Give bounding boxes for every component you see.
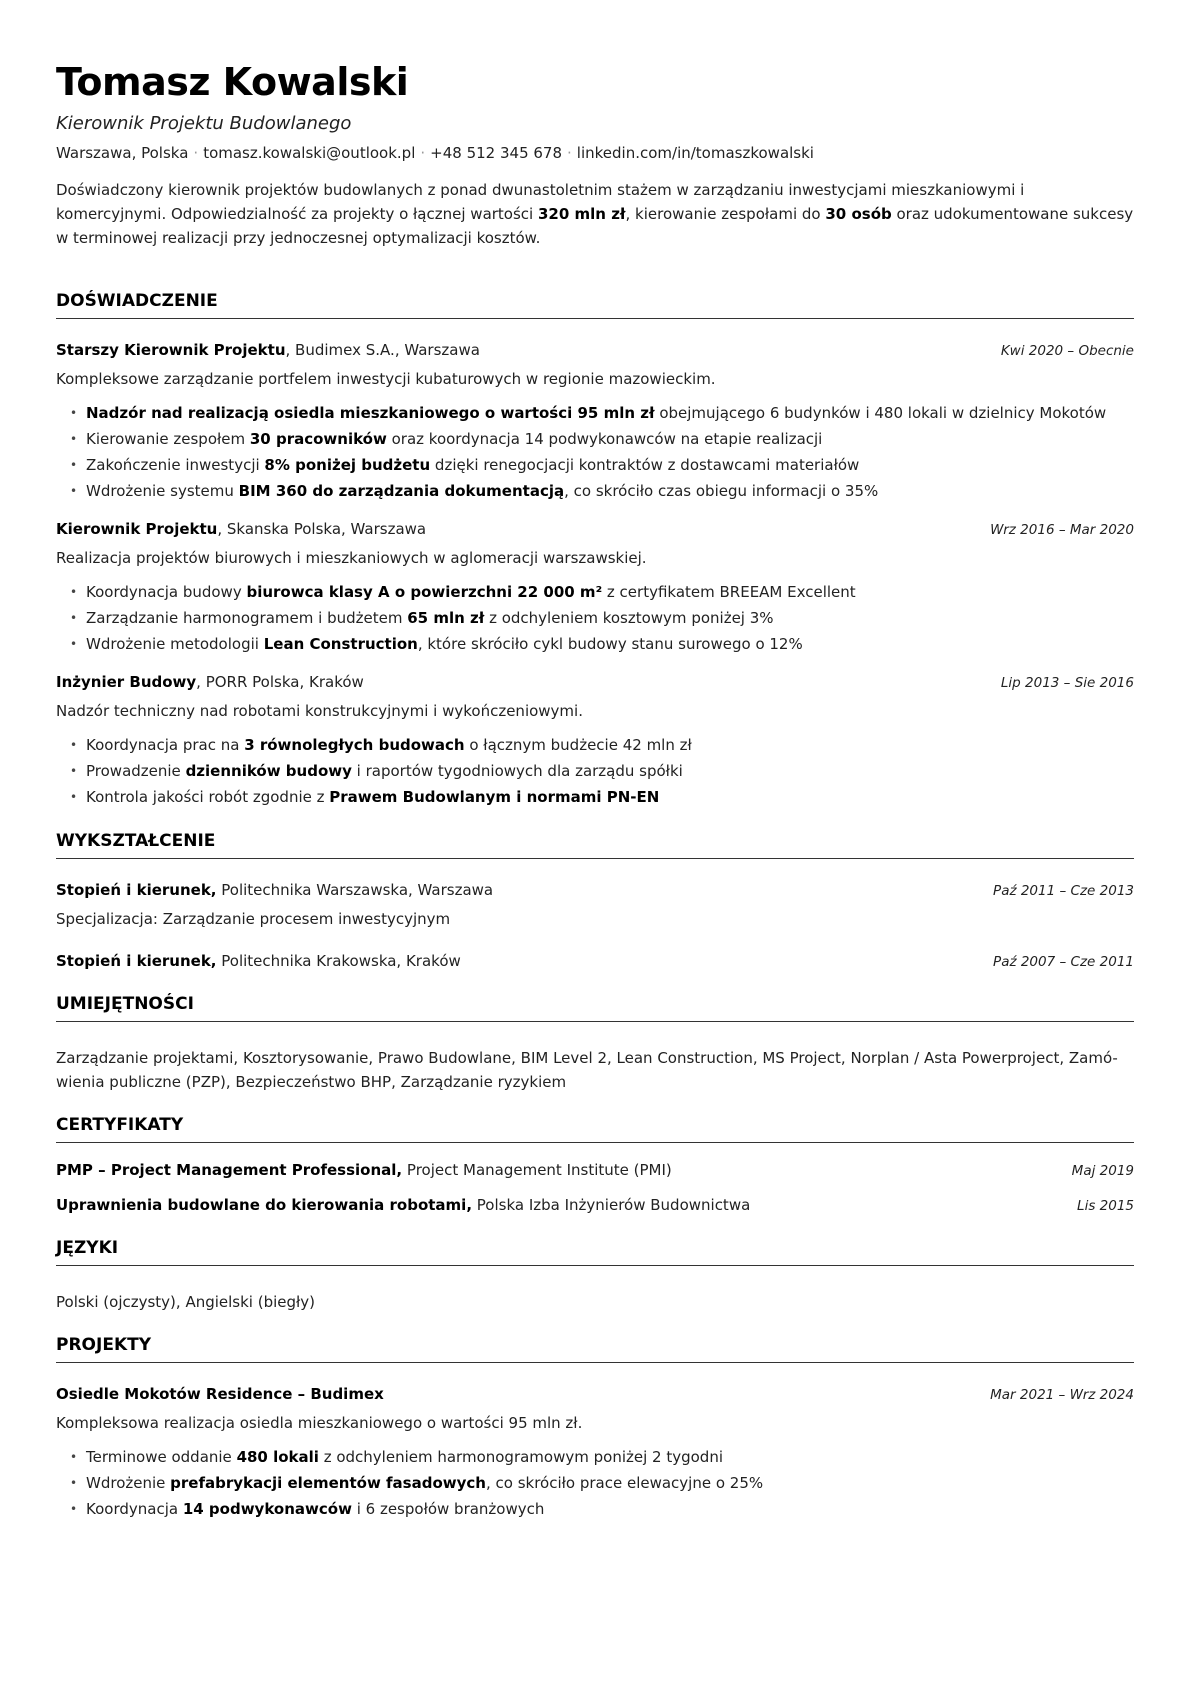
section-heading: PROJEKTY [56,1334,1134,1363]
section-heading: WYKSZTAŁCENIE [56,830,1134,859]
education-section [56,830,1134,973]
bullet-item: • Zakończenie inwestycji 8% poniżej budżetu dzięki renegocjacji kontraktów z dostawcami materiałów [56,452,1134,478]
job-role-line [56,518,426,540]
certificate-issuer: Project Management Institute (PMI) [402,1161,672,1179]
education-line [56,879,493,901]
bullet-item: • Prowadzenie dzienników budowy i raportów tygodniowych dla zarządu spółki [56,758,1134,784]
certificate-issuer: Polska Izba Inżynierów Budownictwa [472,1196,751,1214]
education-date: Paź 2011 – Cze 2013 [993,883,1134,899]
bullet-item: • Terminowe oddanie 480 lokali z odchyleniem harmonogramowym poniżej 2 tygodni [56,1444,1134,1470]
job-role-line [56,339,480,361]
summary [56,178,1134,250]
separator: · [420,144,426,162]
school: Politechnika Krakowska, Kraków [216,952,461,970]
certificate-name: Uprawnienia budowlane do kierowania robotami, [56,1196,473,1214]
email-link[interactable]: tomasz.kowalski@outlook.pl [203,144,416,162]
job-description: Kompleksowe zarządzanie portfelem inwestycji kubaturowych w regionie mazowieckim. [56,370,716,388]
languages-list: Polski (ojczysty), Angielski (biegły) [56,1293,316,1311]
languages-section [56,1237,1134,1314]
separator: · [193,144,199,162]
school: Politechnika Warszawska, Warszawa [216,881,494,899]
certificate-entry [56,1194,1134,1217]
job-description: Nadzór techniczny nad robotami konstrukcyjnymi i wykończeniowymi. [56,702,583,720]
job-role: Inżynier Budowy [56,673,197,691]
job-company: , Skanska Polska, Warszawa [217,520,427,538]
project-entry [56,1383,1134,1522]
bullet-item: • Wdrożenie prefabrykacji elementów fasadowych, co skróciło prace elewacyjne o 25% [56,1470,1134,1496]
project-name: Osiedle Mokotów Residence – Budimex [56,1385,384,1403]
education-entry [56,879,1134,930]
summary-highlight: 320 mln zł [537,205,626,223]
section-heading: UMIEJĘTNOŚCI [56,993,1134,1022]
section-heading: JĘZYKI [56,1237,1134,1266]
project-date: Mar 2021 – Wrz 2024 [990,1387,1134,1403]
job-title: Kierownik Projektu Budowlanego [56,113,352,134]
degree: Stopień i kierunek, [56,881,217,899]
project-description: Kompleksowa realizacja osiedla mieszkaniowego o wartości 95 mln zł. [56,1414,583,1432]
job-description: Realizacja projektów biurowych i mieszkaniowych w aglomeracji warszawskiej. [56,549,647,567]
bullet-item: • Kontrola jakości robót zgodnie z Prawem Budowlanym i normami PN-EN [56,784,1134,810]
skills-section [56,993,1134,1094]
bullet-item: • Wdrożenie metodologii Lean Construction, które skróciło cykl budowy stanu surowego o 12% [56,631,1134,657]
job-date: Kwi 2020 – Obecnie [1000,343,1134,359]
job-bullets [56,400,1134,504]
phone[interactable]: +48 512 345 678 [430,144,563,162]
certificate-date: Lis 2015 [1077,1198,1134,1214]
education-entry [56,950,1134,973]
job-role-line [56,671,364,693]
degree: Stopień i kierunek, [56,952,217,970]
job-entry [56,671,1134,810]
certificates-section [56,1114,1134,1217]
job-date: Lip 2013 – Sie 2016 [1000,675,1134,691]
education-date: Paź 2007 – Cze 2011 [993,954,1134,970]
section-heading: CERTYFIKATY [56,1114,1134,1143]
job-date: Wrz 2016 – Mar 2020 [990,522,1134,538]
certificate-name: PMP – Project Management Professional, [56,1161,403,1179]
job-bullets [56,579,1134,657]
projects-section [56,1334,1134,1522]
location: Warszawa, Polska [56,144,189,162]
linkedin-link[interactable]: linkedin.com/in/tomaszkowalski [576,144,814,162]
job-entry [56,518,1134,657]
bullet-item: • Koordynacja 14 podwykonawców i 6 zespołów branżowych [56,1496,1134,1522]
summary-highlight: 30 osób [825,205,892,223]
experience-section [56,290,1134,810]
certificate-entry [56,1159,1134,1182]
job-company: , Budimex S.A., Warszawa [285,341,480,359]
bullet-item: • Nadzór nad realizacją osiedla mieszkaniowego o wartości 95 mln zł obejmującego 6 budynków i 480 lokali w dzielnicy Mokotów [56,400,1134,426]
bullet-item: • Koordynacja budowy biurowca klasy A o powierzchni 22 000 m² z certyfikatem BREEAM Excellent [56,579,1134,605]
education-line [56,950,461,972]
bullet-item: • Koordynacja prac na 3 równoległych budowach o łącznym budżecie 42 mln zł [56,732,1134,758]
job-company: , PORR Polska, Kraków [196,673,364,691]
job-bullets [56,732,1134,810]
summary-text: , kierowanie zespołami do [625,205,826,223]
separator: · [567,144,572,162]
project-title-line [56,1383,384,1405]
bullet-item: • Zarządzanie harmonogramem i budżetem 65 mln zł z odchyleniem kosztowym poniżej 3% [56,605,1134,631]
job-role: Starszy Kierownik Projektu [56,341,286,359]
job-entry [56,339,1134,504]
contact-line [56,142,1134,164]
certificate-line [56,1194,750,1216]
summary-text: oraz udokumentowane sukcesy w terminowej realizacji przy jednoczesnej optymalizacji kosztów. [56,205,1134,247]
candidate-name: Tomasz Kowalski [56,60,409,104]
bullet-item: • Wdrożenie systemu BIM 360 do zarządzania dokumentacją, co skróciło czas obiegu informacji o 35% [56,478,1134,504]
project-bullets [56,1444,1134,1522]
skills-list: Zarządzanie projektami, Kosztorysowanie, Prawo Budowlane, BIM Level 2, Lean Construction, MS Project, Norplan / Asta Powerproject, Zamó-wienia publiczne (PZP), Bezpieczeństwo BHP, Zarządzanie ryzykiem [56,1049,1118,1091]
bullet-item: • Kierowanie zespołem 30 pracowników oraz koordynacja 14 podwykonawców na etapie realizacji [56,426,1134,452]
section-heading: DOŚWIADCZENIE [56,290,1134,319]
education-detail: Specjalizacja: Zarządzanie procesem inwestycyjnym [56,910,451,928]
certificate-line [56,1159,672,1181]
certificate-date: Maj 2019 [1071,1163,1134,1179]
summary-text: Doświadczony kierownik projektów budowlanych z ponad dwunastoletnim stażem w zarządzaniu inwestycjami mieszkaniowymi i komercyjnymi. Odpowiedzialność za projekty o łącznej wartości [56,181,1025,223]
job-role: Kierownik Projektu [56,520,218,538]
